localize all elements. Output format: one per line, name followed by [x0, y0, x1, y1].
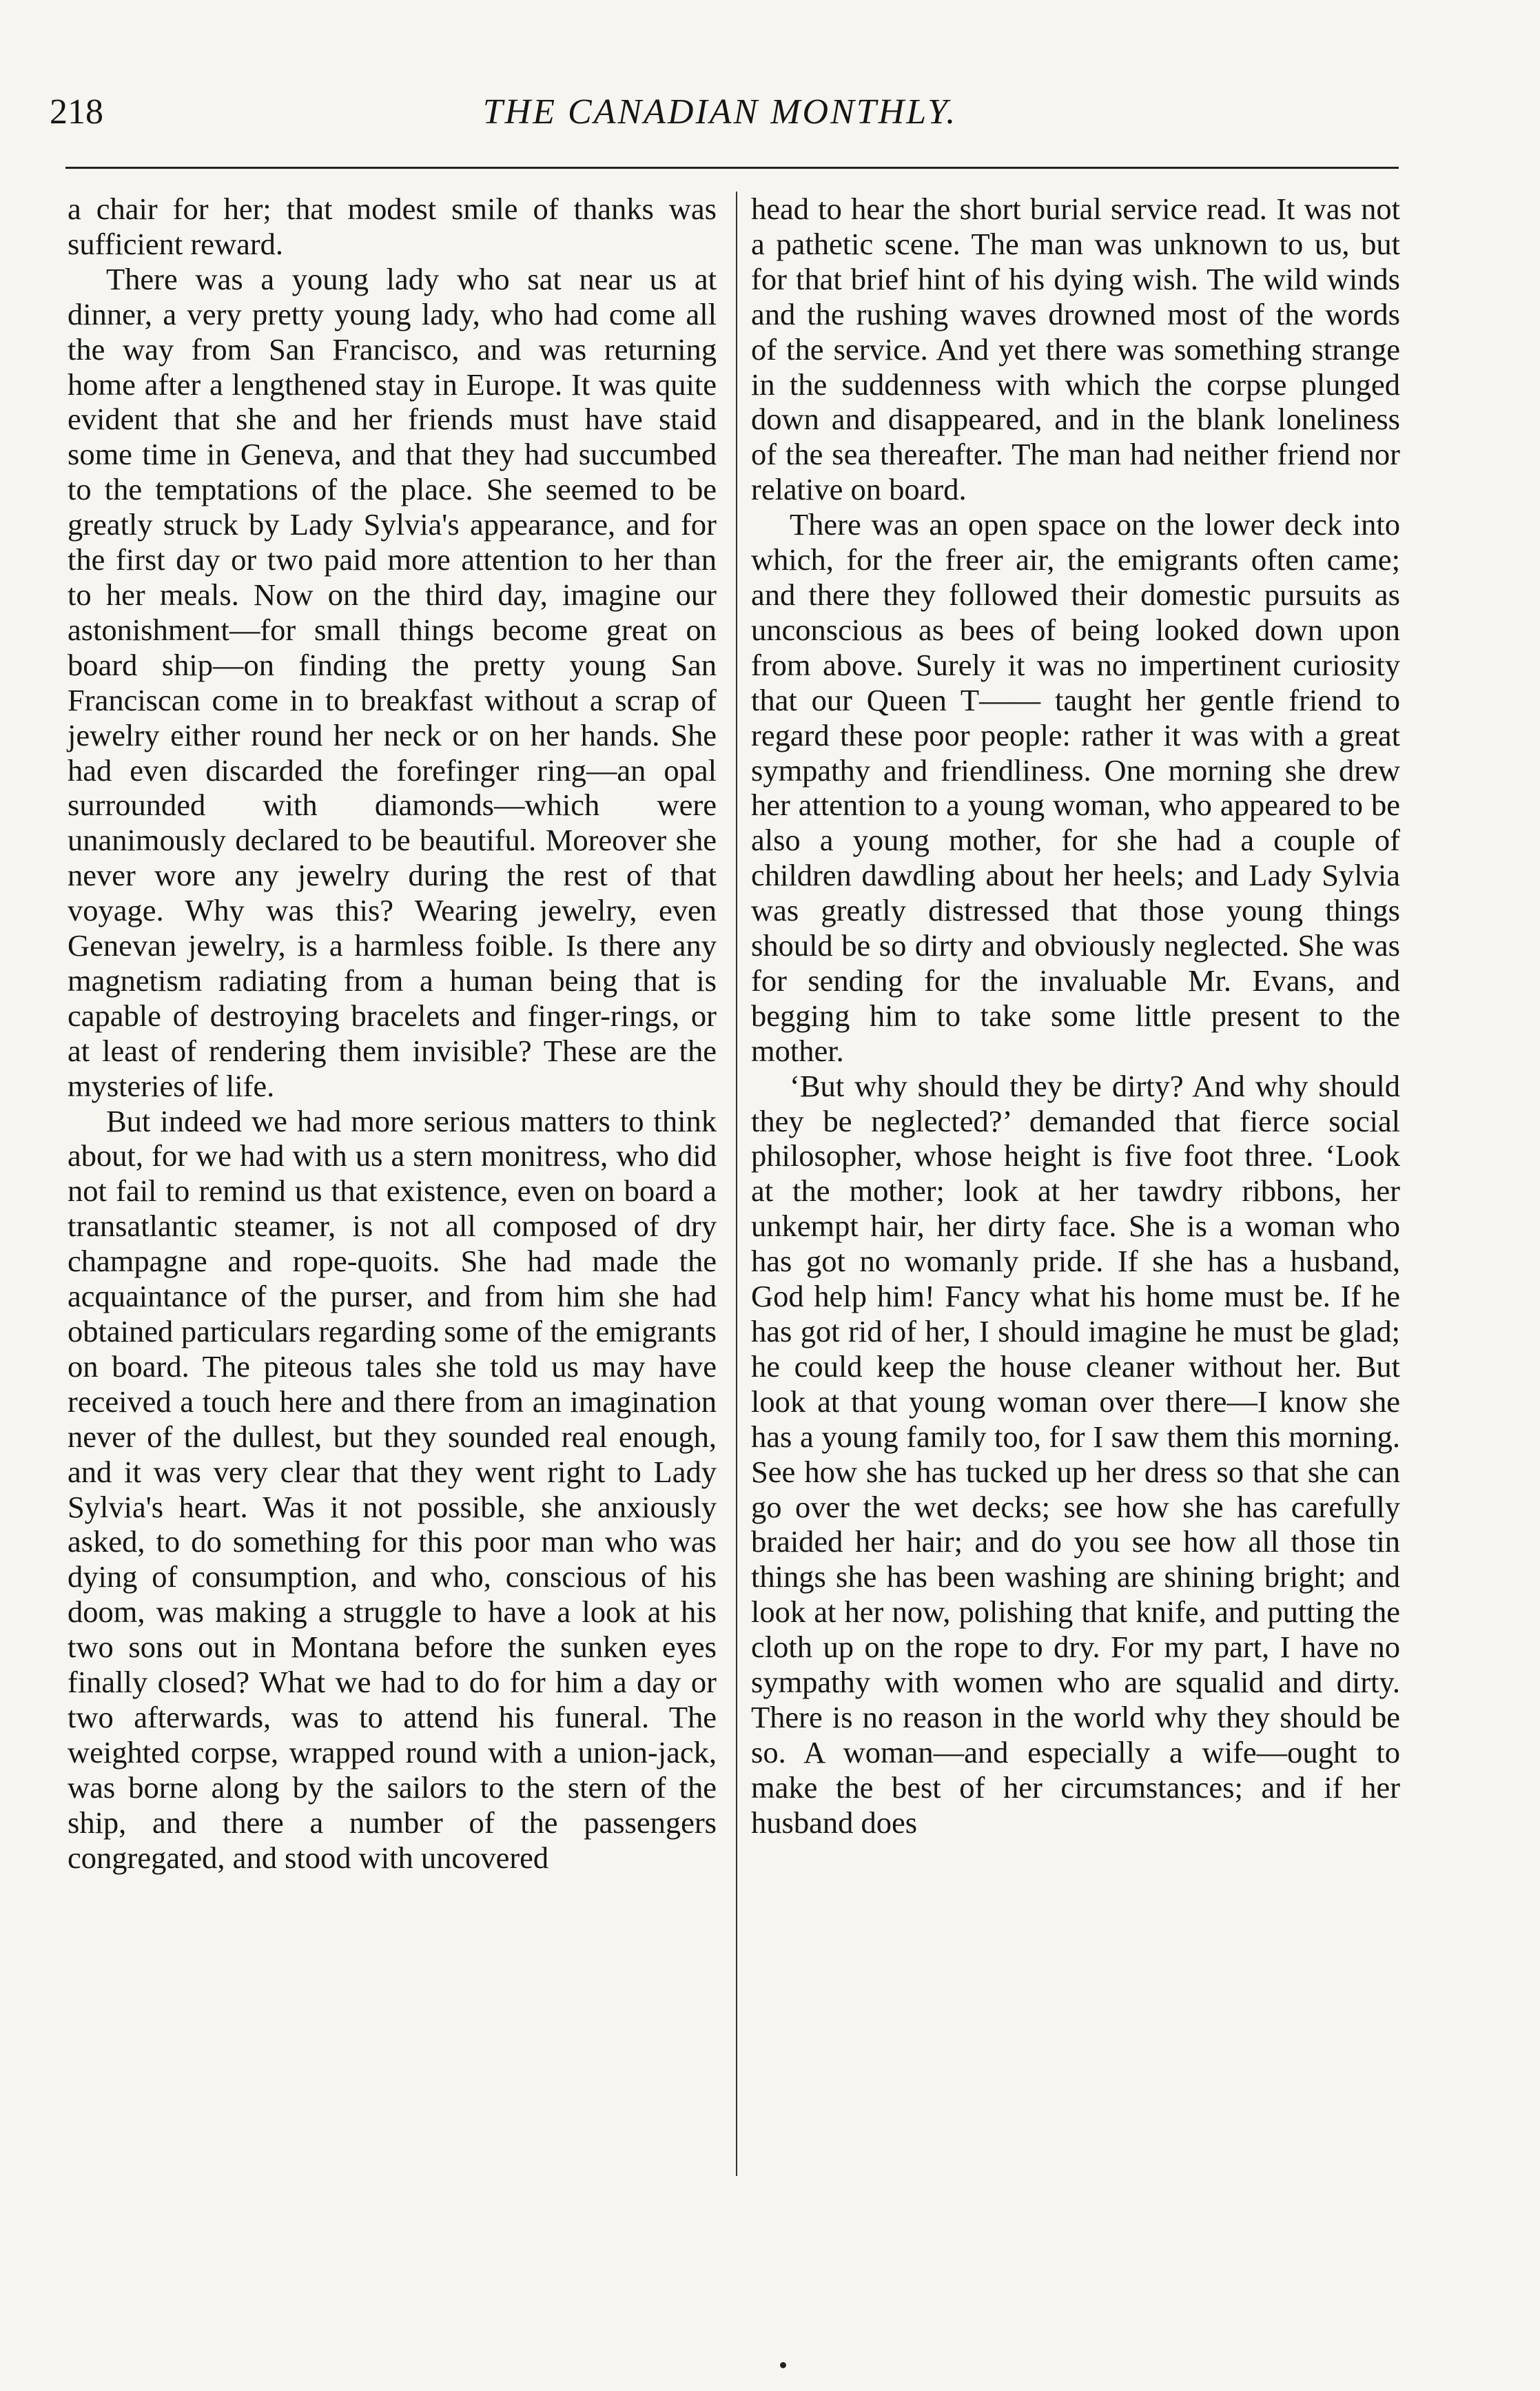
paragraph: But indeed we had more serious matters to think about, for we had with us a stern monitress, who did not fail to remind us that existence, even on board a transatlantic steamer, is not all composed of dry champagne and rope-quoits. She had made the acquaintance of the purser, and from him she had obtained particulars regarding some of the emigrants on board. The piteous tales she told us may have received a touch here and there from an imagination never of the dullest, but they sounded real enough, and it was very clear that they went right to Lady Sylvia's heart. Was it not possible, she anxiously asked, to do something for this poor man who was dying of consumption, and who, conscious of his doom, was making a struggle to have a look at his two sons out in Montana before the sunken eyes finally closed? What we had to do for him a day or two afterwards, was to attend his funeral. The weighted corpse, wrapped round with a union-jack, was borne along by the sailors to the stern of the ship, and there a number of the passengers congregated, and stood with uncovered [68, 1103, 717, 1875]
page-number: 218 [50, 92, 103, 132]
ink-dot [780, 2362, 786, 2368]
right-column [751, 192, 1400, 1840]
paragraph: There was a young lady who sat near us at dinner, a very pretty young lady, who had come all the way from San Francisco, and was returning home after a lengthened stay in Europe. It was quite evident that she and her friends must have staid some time in Geneva, and that they had succumbed to the temptations of the place. She seemed to be greatly struck by Lady Sylvia's appearance, and for the first day or two paid more attention to her than to her meals. Now on the third day, imagine our astonishment—for small things become great on board ship—on finding the pretty young San Franciscan come in to breakfast without a scrap of jewelry either round her neck or on her hands. She had even discarded the forefinger ring—an opal surrounded with diamonds—which were unanimously declared to be beautiful. Moreover she never wore any jewelry during the rest of that voyage. Why was this? Wearing jewelry, even Genevan jewelry, is a harmless foible. Is there any magnetism radiating from a human being that is capable of destroying bracelets and finger-rings, or at least of rendering them invisible? These are the mysteries of life. [68, 261, 717, 1103]
header-rule [65, 167, 1399, 169]
paragraph: There was an open space on the lower deck into which, for the freer air, the emigrants often came; and there they followed their domestic pursuits as unconscious as bees of being looked down upon from above. Surely it was no impertinent curiosity that our Queen T—— taught her gentle friend to regard these poor people: rather it was with a great sympathy and friendliness. One morning she drew her attention to a young woman, who appeared to be also a young mother, for she had a couple of children dawdling about her heels; and Lady Sylvia was greatly distressed that those young things should be so dirty and obviously neglected. She was for sending for the invaluable Mr. Evans, and begging him to take some little present to the mother. [751, 507, 1400, 1068]
column-divider [736, 192, 737, 2176]
running-title: THE CANADIAN MONTHLY. [482, 92, 958, 132]
paragraph: a chair for her; that modest smile of thanks was sufficient reward. [68, 192, 717, 261]
running-header [41, 88, 1399, 136]
left-column [68, 192, 717, 1876]
paragraph: head to hear the short burial service read. It was not a pathetic scene. The man was unknown to us, but for that brief hint of his dying wish. The wild winds and the rushing waves drowned most of the words of the service. And yet there was something strange in the suddenness with which the corpse plunged down and disappeared, and in the blank loneliness of the sea thereafter. The man had neither friend nor relative on board. [751, 192, 1400, 507]
paragraph: ‘But why should they be dirty? And why should they be neglected?’ demanded that fierce social philosopher, whose height is five foot three. ‘Look at the mother; look at her tawdry ribbons, her unkempt hair, her dirty face. She is a woman who has got no womanly pride. If she has a husband, God help him! Fancy what his home must be. If he has got rid of her, I should imagine he must be glad; he could keep the house cleaner without her. But look at that young woman over there—I know she has a young family too, for I saw them this morning. See how she has tucked up her dress so that she can go over the wet decks; see how she has carefully braided her hair; and do you see how all those tin things she has been washing are shining bright; and look at her now, polishing that knife, and putting the cloth up on the rope to dry. For my part, I have no sympathy with women who are squalid and dirty. There is no reason in the world why they should be so. A woman—and especially a wife—ought to make the best of her circumstances; and if her husband does [751, 1068, 1400, 1840]
